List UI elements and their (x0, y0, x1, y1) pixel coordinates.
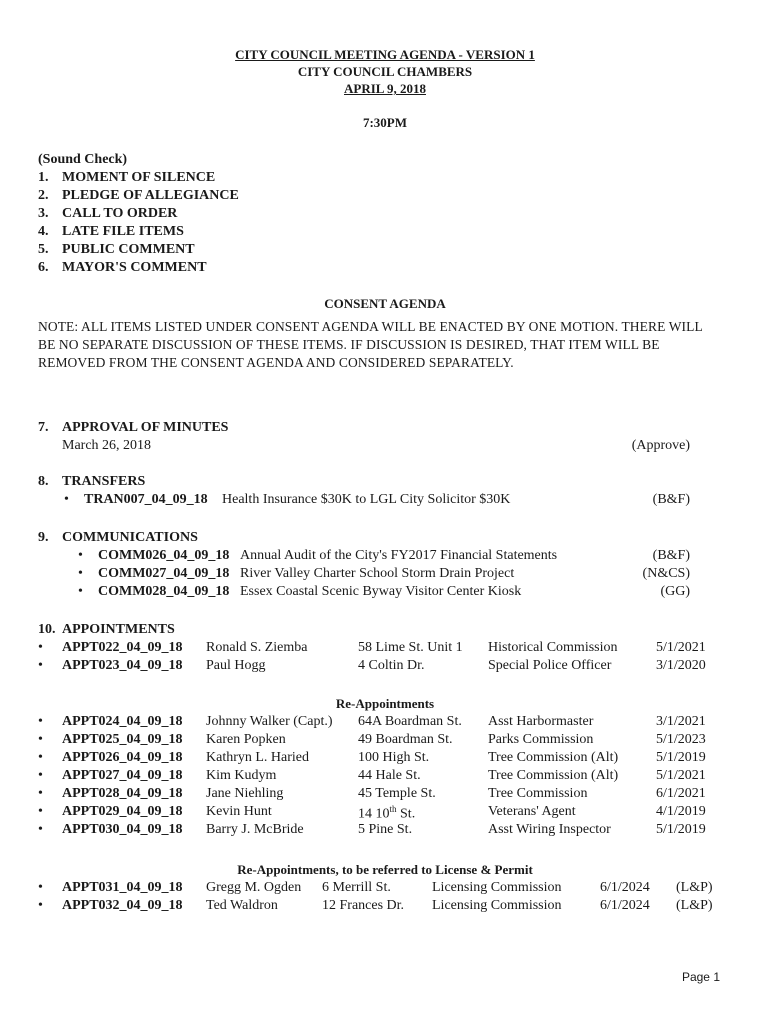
appointment-term: 5/1/2021 (656, 640, 706, 655)
reappointment-address: 45 Temple St. (358, 786, 436, 801)
reappointment-term: 5/1/2019 (656, 750, 706, 765)
reappointment-term: 6/1/2021 (656, 786, 706, 801)
bullet-icon: • (78, 548, 83, 563)
appointment-address: 4 Coltin Dr. (358, 658, 425, 673)
bullet-icon: • (38, 822, 43, 837)
bullet-icon: • (78, 584, 83, 599)
communication-desc: Essex Coastal Scenic Byway Visitor Center Kiosk (240, 584, 522, 599)
bullet-icon: • (64, 492, 69, 507)
reappointment-code: APPT026_04_09_18 (62, 750, 183, 765)
communication-code: COMM027_04_09_18 (98, 566, 230, 581)
transfer-ref: (B&F) (652, 492, 690, 507)
reappointment-address: 64A Boardman St. (358, 714, 462, 729)
reappointment-position: Parks Commission (488, 732, 594, 747)
item-number: 4. (38, 224, 49, 239)
transfer-desc: Health Insurance $30K to LGL City Solicitor $30K (222, 492, 511, 507)
item-number: 1. (38, 170, 49, 185)
opening-item: PLEDGE OF ALLEGIANCE (62, 188, 239, 203)
reappointment-code: APPT025_04_09_18 (62, 732, 183, 747)
address-tail: St. (396, 806, 416, 822)
reappointment-address: 49 Boardman St. (358, 732, 453, 747)
license-appointment-name: Gregg M. Ogden (206, 880, 302, 895)
opening-item: MOMENT OF SILENCE (62, 170, 216, 185)
reappointment-name: Johnny Walker (Capt.) (206, 714, 333, 729)
opening-item: MAYOR'S COMMENT (62, 260, 207, 275)
item-number: 5. (38, 242, 49, 257)
reappointment-term: 5/1/2023 (656, 732, 706, 747)
appointment-term: 3/1/2020 (656, 658, 706, 673)
bullet-icon: • (38, 658, 43, 673)
consent-note: NOTE: ALL ITEMS LISTED UNDER CONSENT AGENDA WILL BE ENACTED BY ONE MOTION. THERE WILL BE NO SEPARATE DISCUSSION OF THESE ITEMS. IF DISCUSSION IS DESIRED, THAT ITEM WILL BE REMOVED FROM THE CONSENT AGENDA AND CONSIDERED SEPARATELY. (38, 319, 703, 370)
license-appointment-address: 12 Frances Dr. (322, 898, 405, 913)
license-appointment-position: Licensing Commission (432, 880, 562, 895)
consent-agenda-heading: CONSENT AGENDA (324, 296, 446, 311)
appointment-code: APPT022_04_09_18 (62, 640, 183, 655)
reappointment-name: Kim Kudym (206, 768, 277, 783)
reappointment-address: 100 High St. (358, 750, 430, 765)
reappointment-address: 44 Hale St. (358, 768, 421, 783)
item-number: 10. (38, 622, 56, 637)
license-appointment-position: Licensing Commission (432, 898, 562, 913)
appointment-name: Paul Hogg (206, 658, 266, 673)
meeting-date: APRIL 9, 2018 (344, 81, 426, 96)
reappointment-term: 5/1/2021 (656, 768, 706, 783)
license-appointment-code: APPT031_04_09_18 (62, 880, 183, 895)
license-appointment-ref: (L&P) (676, 898, 713, 913)
communication-desc: Annual Audit of the City's FY2017 Financial Statements (240, 548, 558, 563)
reappointment-address: 5 Pine St. (358, 822, 413, 837)
license-appointment-name: Ted Waldron (206, 898, 278, 913)
appointment-code: APPT023_04_09_18 (62, 658, 183, 673)
bullet-icon: • (38, 786, 43, 801)
license-reappointments-heading: Re-Appointments, to be referred to License & Permit (237, 862, 533, 877)
bullet-icon: • (38, 804, 43, 819)
meeting-location: CITY COUNCIL CHAMBERS (297, 64, 473, 79)
transfers-heading: TRANSFERS (62, 474, 146, 489)
license-appointment-ref: (L&P) (676, 880, 713, 895)
communications-heading: COMMUNICATIONS (62, 530, 198, 545)
bullet-icon: • (38, 768, 43, 783)
reappointment-address (358, 804, 415, 823)
license-appointment-term: 6/1/2024 (600, 880, 650, 895)
appointment-address: 58 Lime St. Unit 1 (358, 640, 463, 655)
bullet-icon: • (38, 732, 43, 747)
reappointment-name: Karen Popken (206, 732, 286, 747)
reappointment-position: Tree Commission (488, 786, 588, 801)
reappointment-position: Tree Commission (Alt) (488, 768, 619, 783)
reappointment-code: APPT030_04_09_18 (62, 822, 183, 837)
reappointment-term: 4/1/2019 (656, 804, 706, 819)
communication-desc: River Valley Charter School Storm Drain Project (240, 566, 515, 581)
reappointment-position: Tree Commission (Alt) (488, 750, 619, 765)
reappointments-heading: Re-Appointments (335, 696, 435, 711)
opening-item: CALL TO ORDER (62, 206, 178, 221)
bullet-icon: • (38, 750, 43, 765)
item-number: 3. (38, 206, 49, 221)
minutes-action: (Approve) (631, 438, 690, 453)
bullet-icon: • (38, 898, 43, 913)
reappointment-name: Kathryn L. Haried (206, 750, 310, 765)
item-number: 6. (38, 260, 49, 275)
reappointment-position: Asst Wiring Inspector (488, 822, 611, 837)
transfer-code: TRAN007_04_09_18 (84, 492, 208, 507)
opening-item: PUBLIC COMMENT (62, 242, 195, 257)
agenda-title: CITY COUNCIL MEETING AGENDA - VERSION 1 (235, 47, 535, 62)
opening-item: LATE FILE ITEMS (62, 224, 184, 239)
item-number: 2. (38, 188, 49, 203)
minutes-date: March 26, 2018 (62, 438, 152, 453)
reappointment-name: Barry J. McBride (206, 822, 304, 837)
item-number: 7. (38, 420, 49, 435)
reappointment-position: Veterans' Agent (488, 804, 576, 819)
license-appointment-term: 6/1/2024 (600, 898, 650, 913)
reappointment-code: APPT028_04_09_18 (62, 786, 183, 801)
license-appointment-address: 6 Merrill St. (322, 880, 391, 895)
appointment-name: Ronald S. Ziemba (206, 640, 308, 655)
bullet-icon: • (78, 566, 83, 581)
address-main: 14 10 (358, 806, 390, 822)
communication-code: COMM028_04_09_18 (98, 584, 230, 599)
sound-check: (Sound Check) (38, 152, 128, 167)
appointment-position: Special Police Officer (488, 658, 612, 673)
bullet-icon: • (38, 880, 43, 895)
communication-ref: (N&CS) (642, 566, 690, 581)
reappointment-name: Jane Niehling (206, 786, 284, 801)
reappointment-term: 3/1/2021 (656, 714, 706, 729)
reappointment-term: 5/1/2019 (656, 822, 706, 837)
license-appointment-code: APPT032_04_09_18 (62, 898, 183, 913)
item-number: 9. (38, 530, 49, 545)
reappointment-code: APPT029_04_09_18 (62, 804, 183, 819)
appointments-heading: APPOINTMENTS (62, 622, 175, 637)
reappointment-name: Kevin Hunt (206, 804, 272, 819)
minutes-heading: APPROVAL OF MINUTES (62, 420, 229, 435)
communication-code: COMM026_04_09_18 (98, 548, 230, 563)
reappointment-code: APPT024_04_09_18 (62, 714, 183, 729)
meeting-time: 7:30PM (362, 115, 408, 130)
communication-ref: (B&F) (652, 548, 690, 563)
appointment-position: Historical Commission (488, 640, 618, 655)
item-number: 8. (38, 474, 49, 489)
reappointment-code: APPT027_04_09_18 (62, 768, 183, 783)
bullet-icon: • (38, 714, 43, 729)
communication-ref: (GG) (660, 584, 690, 599)
reappointment-position: Asst Harbormaster (488, 714, 594, 729)
address-superscript: th (389, 804, 397, 814)
bullet-icon: • (38, 640, 43, 655)
page-number: Page 1 (681, 970, 720, 984)
